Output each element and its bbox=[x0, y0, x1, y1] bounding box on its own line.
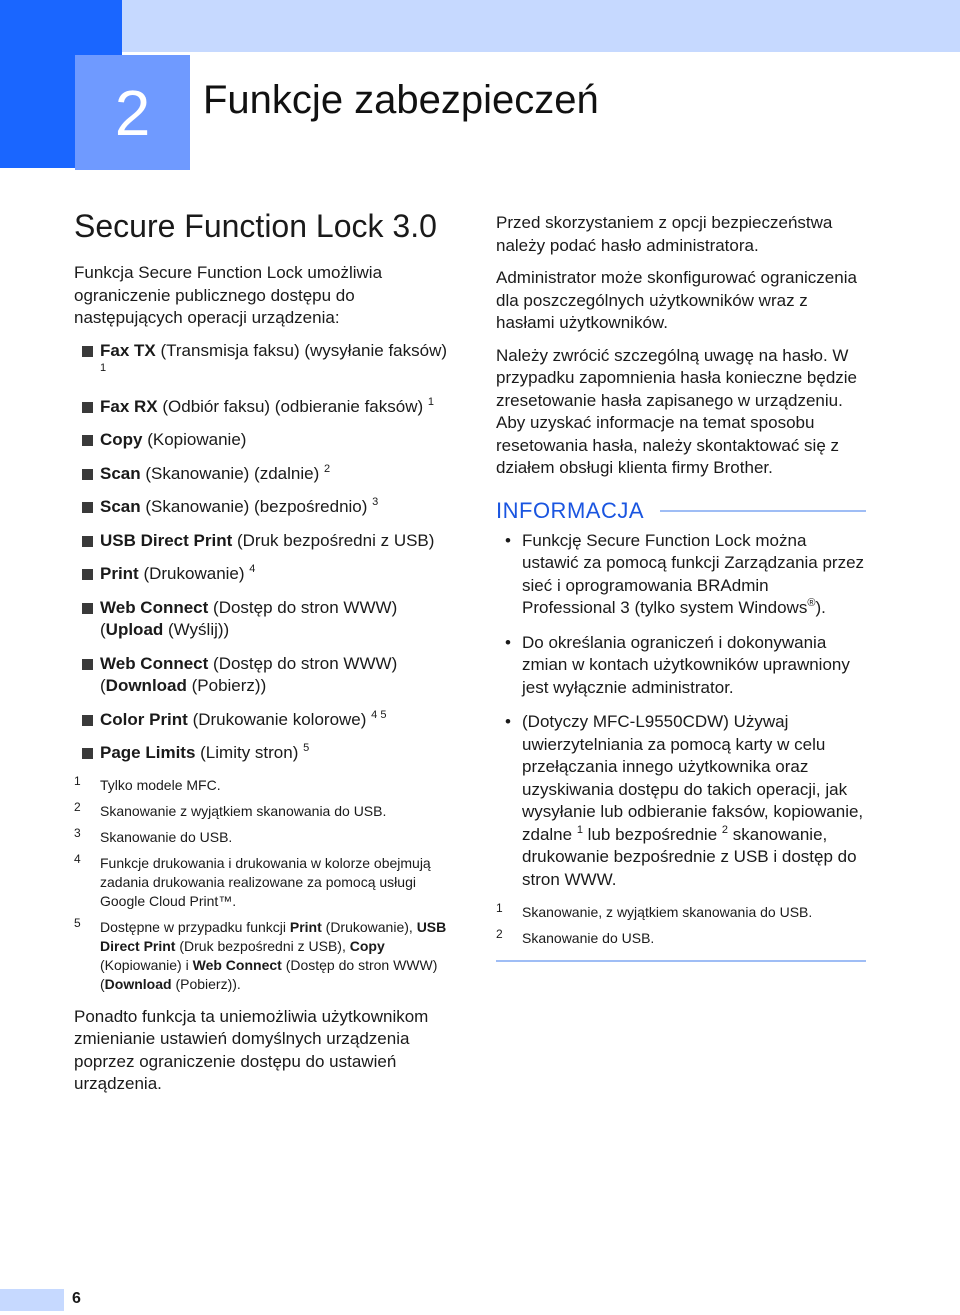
info-header bbox=[496, 498, 866, 524]
footnote: 4 Funkcje drukowania i drukowania w kolorze obejmują zadania drukowania realizowane za pomocą usługi Google Cloud Print™. bbox=[74, 851, 431, 909]
paragraph: Przed skorzystaniem z opcji bezpieczeństwa należy podać hasło administratora. bbox=[496, 213, 833, 255]
list-item: USB Direct Print (Druk bezpośredni z USB) bbox=[74, 530, 454, 553]
section-title: Secure Function Lock 3.0 bbox=[74, 208, 437, 244]
closing-paragraph: Ponadto funkcja ta uniemożliwia użytkownikom zmienianie ustawień domyślnych urządzenia poprzez ograniczenie dostępu do ustawień urządzenia. bbox=[74, 1006, 429, 1093]
list-item: Fax RX (Odbiór faksu) (odbieranie faksów) $^1$ bbox=[74, 396, 454, 419]
list-item: Fax TX (Transmisja faksu) (wysyłanie faksów) $^1$ bbox=[74, 340, 454, 385]
square-bullet-icon bbox=[82, 569, 93, 580]
info-footnotes bbox=[496, 903, 866, 948]
bullet-icon: • bbox=[505, 530, 511, 550]
list-item: Scan (Skanowanie) (zdalnie) $^2$ bbox=[74, 463, 454, 486]
list-item: Copy (Kopiowanie) bbox=[74, 429, 454, 452]
chapter-number: 2 bbox=[75, 55, 190, 170]
right-column bbox=[496, 212, 866, 962]
square-bullet-icon bbox=[82, 435, 93, 446]
left-column bbox=[74, 208, 454, 1106]
bullet-icon: • bbox=[505, 632, 511, 652]
list-item: Scan (Skanowanie) (bezpośrednio) $^3$ bbox=[74, 496, 454, 519]
info-list bbox=[496, 530, 866, 892]
square-bullet-icon bbox=[82, 402, 93, 413]
bullet-icon: • bbox=[505, 712, 511, 731]
footnote: 2 Skanowanie z wyjątkiem skanowania do USB. bbox=[74, 799, 387, 819]
footnotes bbox=[74, 773, 454, 994]
paragraph: Należy zwrócić szczególną uwagę na hasło. W przypadku zapomnienia hasła konieczne będzie zresetowanie hasła zapisanego w urządzeniu. Aby uzyskać informacje na temat sposobu resetowania hasła, należy skontaktować się z działem obsługi klienta firmy Brother. bbox=[496, 345, 858, 477]
info-title: INFORMACJA bbox=[496, 497, 644, 523]
feature-list bbox=[74, 340, 454, 765]
square-bullet-icon bbox=[82, 346, 93, 357]
divider bbox=[660, 510, 866, 512]
square-bullet-icon bbox=[82, 748, 93, 759]
list-item: • Do określania ograniczeń i dokonywania zmian w kontach użytkowników uprawniony jest wyłącznie administrator. bbox=[505, 632, 850, 697]
footnote: 2 Skanowanie do USB. bbox=[496, 927, 655, 946]
square-bullet-icon bbox=[82, 469, 93, 480]
list-item: Web Connect (Dostęp do stron WWW) (Upload (Wyślij)) bbox=[74, 597, 454, 642]
list-item: • (Dotyczy MFC-L9550CDW) Używaj uwierzytelniania za pomocą karty w celu przełączania innego użytkownika oraz uzyskiwania dostępu do takich operacji, jak wysyłanie lub odbieranie faksów, kopiowanie, zdalne $^1$ lub bezpośrednie $^2$ skanowanie, drukowanie bezpośrednie z USB i dostęp do stron WWW. bbox=[505, 712, 864, 889]
list-item: • Funkcję Secure Function Lock można ustawić za pomocą funkcji Zarządzania przez sieć i oprogramowania BRAdmin Professional 3 (tylko system Windows®). bbox=[505, 530, 865, 617]
footnote: 3 Skanowanie do USB. bbox=[74, 825, 233, 845]
footnote: 5 Dostępne w przypadku funkcji Print (Drukowanie), USB Direct Print (Druk bezpośredni z USB), Copy (Kopiowanie) i Web Connect (Dostęp do stron WWW) (Download (Pobierz)). bbox=[74, 915, 447, 992]
chapter-title: Funkcje zabezpieczeń bbox=[203, 78, 599, 122]
square-bullet-icon bbox=[82, 502, 93, 513]
page-number: 6 bbox=[72, 1290, 81, 1307]
footnote: 1 Tylko modele MFC. bbox=[74, 773, 221, 793]
square-bullet-icon bbox=[82, 659, 93, 670]
page-number-bar bbox=[0, 1289, 64, 1311]
header-light-band bbox=[122, 0, 960, 52]
square-bullet-icon bbox=[82, 715, 93, 726]
square-bullet-icon bbox=[82, 536, 93, 547]
footnote: 1 Skanowanie, z wyjątkiem skanowania do USB. bbox=[496, 901, 813, 920]
list-item: Page Limits (Limity stron) $^5$ bbox=[74, 742, 454, 765]
list-item: Color Print (Drukowanie kolorowe) $^{4 5}$ bbox=[74, 709, 454, 732]
list-item: Print (Drukowanie) $^4$ bbox=[74, 563, 454, 586]
section-intro: Funkcja Secure Function Lock umożliwia ograniczenie publicznego dostępu do następujących operacji urządzenia: bbox=[74, 263, 383, 327]
divider bbox=[496, 960, 866, 962]
list-item: Web Connect (Dostęp do stron WWW) (Download (Pobierz)) bbox=[74, 653, 454, 698]
square-bullet-icon bbox=[82, 603, 93, 614]
paragraph: Administrator może skonfigurować ograniczenia dla poszczególnych użytkowników wraz z hasłami użytkowników. bbox=[496, 268, 857, 332]
